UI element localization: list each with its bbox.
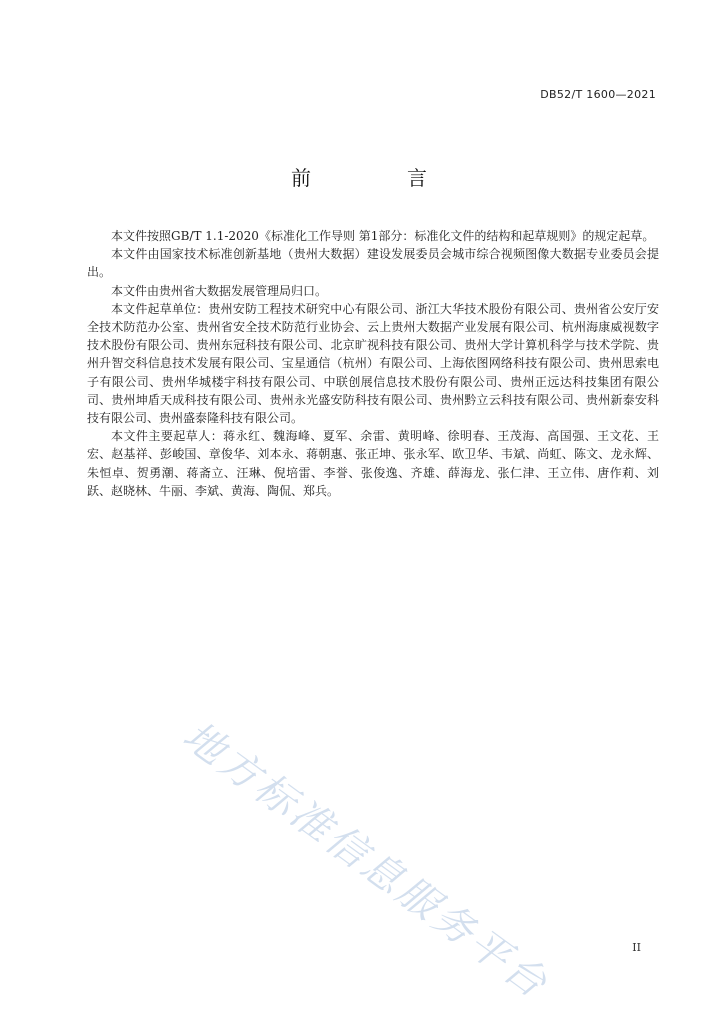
watermark: 地方标准信息服务平台	[174, 712, 558, 1009]
page-title: 前 言	[291, 166, 465, 190]
paragraph-administrator: 本文件由贵州省大数据发展管理局归口。	[111, 283, 328, 298]
document-code: DB52/T 1600—2021	[540, 88, 656, 101]
foreword-body	[87, 227, 659, 500]
paragraph-proposer: 本文件由国家技术标准创新基地（贵州大数据）建设发展委员会城市综合视频图像大数据专业委员会提出。	[87, 247, 659, 280]
paragraph-drafting-rules: 本文件按照GB/T 1.1-2020《标准化工作导则 第1部分：标准化文件的结构和起草规则》的规定起草。	[111, 229, 655, 243]
page-number: II	[632, 941, 641, 954]
paragraph-drafters: 本文件主要起草人：蒋永红、魏海峰、夏军、余雷、黄明峰、徐明春、王茂海、高国强、王文花、王宏、赵基祥、彭峻国、章俊华、刘本永、蒋朝惠、张正坤、张永军、欧卫华、韦斌、尚虹、陈文、龙永辉、朱恒卓、贺勇潮、蒋斋立、汪琳、倪培雷、李誉、张俊逸、齐雄、薛海龙、张仁津、王立伟、唐作莉、刘跃、赵晓林、牛丽、李斌、黄海、陶侃、郑兵。	[87, 429, 659, 498]
paragraph-drafting-units: 本文件起草单位：贵州安防工程技术研究中心有限公司、浙江大华技术股份有限公司、贵州省公安厅安全技术防范办公室、贵州省安全技术防范行业协会、云上贵州大数据产业发展有限公司、杭州海康威视数字技术股份有限公司、贵州东冠科技有限公司、北京旷视科技有限公司、贵州大学计算机科学与技术学院、贵州升智交科信息技术发展有限公司、宝星通信（杭州）有限公司、上海依图网络科技有限公司、贵州思索电子有限公司、贵州华城楼宇科技有限公司、中联创展信息技术股份有限公司、贵州正远达科技集团有限公司、贵州坤盾天成科技有限公司、贵州永光盛安防科技有限公司、贵州黔立云科技有限公司、贵州新泰安科技有限公司、贵州盛泰隆科技有限公司。	[87, 301, 659, 426]
